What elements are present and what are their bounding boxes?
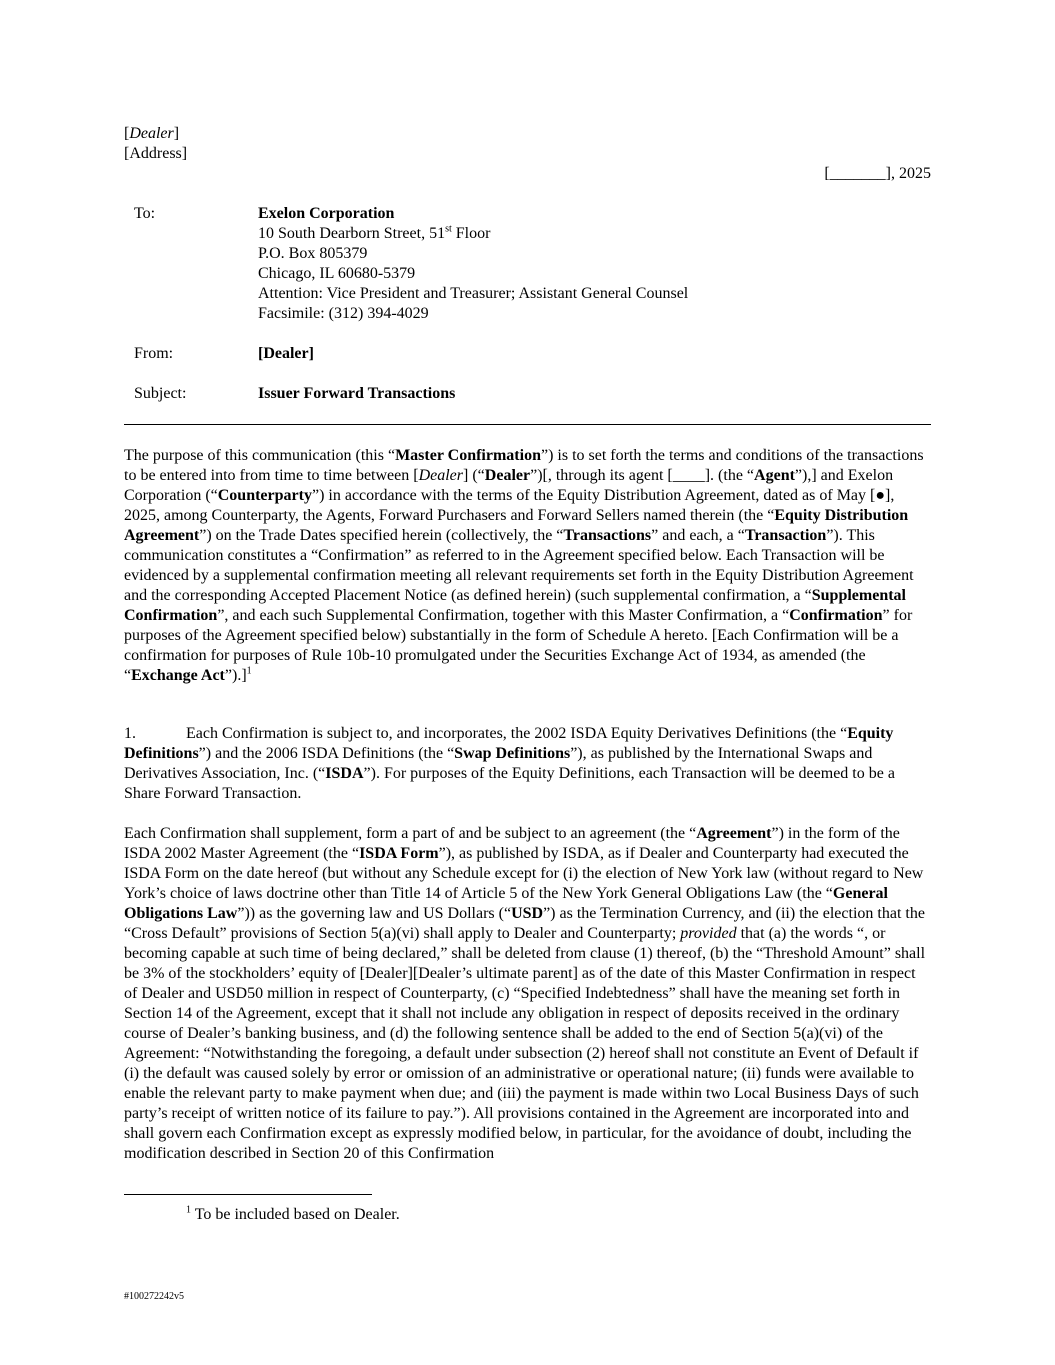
sender-address: [Address] <box>124 145 188 162</box>
from-label: From: <box>134 345 174 362</box>
sender-block <box>124 124 187 164</box>
recipient-facsimile: Facsimile: (312) 394-4029 <box>258 305 429 322</box>
subject-label: Subject: <box>134 385 187 402</box>
footnote: $^1$ To be included based on Dealer. <box>186 1204 400 1223</box>
recipient-name: Exelon Corporation <box>258 205 395 222</box>
section-number: 1. <box>124 725 136 742</box>
subject-value: Issuer Forward Transactions <box>258 385 456 402</box>
paragraph-section-1: 1. Each Confirmation is subject to, and incorporates, the 2002 ISDA Equity Derivatives Definitions (the “Equity Definitions”) and the 2006 ISDA Definitions (the “Swap Definitions”), as published by the International Swaps and Derivatives Association, Inc. (“ISDA”). For purposes of the Equity Definitions, each Transaction will be deemed to be a Share Forward Transaction. <box>124 725 895 802</box>
to-address <box>258 204 688 324</box>
paragraph-agreement: Each Confirmation shall supplement, form a part of and be subject to an agreement (the “Agreement”) in the form of the ISDA 2002 Master Agreement (the “ISDA Form”), as published by ISDA, as if Dealer and Counterparty had executed the ISDA Form on the date hereof (but without any Schedule except for (i) the election of New York law (without regard to New York’s choice of laws doctrine other than Title 14 of Article 5 of the New York General Obligations Law (the “General Obligations Law”)) as the governing law and US Dollars (“USD”) as the Termination Currency, and (ii) the election that the “Cross Default” provisions of Section 5(a)(vi) shall apply to Dealer and Counterparty; provided that (a) the words “, or becoming capable at such time of being declared,” shall be deleted from clause (1) thereof, (b) the “Threshold Amount” shall be 3% of the stockholders’ equity of [Dealer][Dealer’s ultimate parent] as of the date of this Master Confirmation in respect of Dealer and USD50 million in respect of Counterparty, (c) “Specified Indebtedness” shall have the meaning set forth in Section 14 of the Agreement, except that it shall not include any obligation in respect of deposits received in the ordinary course of Dealer’s banking business, and (d) the following sentence shall be added to the end of Section 5(a)(vi) of the Agreement: “Notwithstanding the foregoing, a default under subsection (2) hereof shall not constitute an Event of Default if (i) the default was caused solely by error or omission of an administrative or operational nature; (ii) funds were available to enable the relevant party to make payment when due; and (iii) the payment is made within two Local Business Days of such party’s receipt of written notice of its failure to pay.”). All provisions contained in the Agreement are incorporated into and shall govern each Confirmation except as expressly modified below, in particular, for the avoidance of doubt, including the modification described in Section 20 of this Confirmation <box>124 825 926 1162</box>
footnote-divider <box>124 1194 372 1195</box>
recipient-street: 10 South Dearborn Street, 51st Floor <box>258 223 491 242</box>
recipient-po-box: P.O. Box 805379 <box>258 245 368 262</box>
sender-name: [Dealer] <box>124 125 180 142</box>
recipient-attention: Attention: Vice President and Treasurer; Assistant General Counsel <box>258 285 689 302</box>
footnote-ref: 1 <box>246 665 252 677</box>
header-divider <box>124 424 931 425</box>
letter-date: [_______], 2025 <box>824 165 931 182</box>
from-value: [Dealer] <box>258 345 314 362</box>
paragraph-purpose: The purpose of this communication (this “Master Confirmation”) is to set forth the terms and conditions of the transactions to be entered into from time to time between [Dealer] (“Dealer”)[, through its agent [____]. (the “Agent”),] and Exelon Corporation (“Counterparty”) in accordance with the terms of the Equity Distribution Agreement, dated as of May [●], 2025, among Counterparty, the Agents, Forward Purchasers and Forward Sellers named therein (the “Equity Distribution Agreement”) on the Trade Dates specified herein (collectively, the “Transactions” and each, a “Transaction”). This communication constitutes a “Confirmation” as referred to in the Agreement specified below. Each Transaction will be evidenced by a supplemental confirmation meeting all relevant requirements set forth in the Equity Distribution Agreement and the corresponding Accepted Placement Notice (as defined herein) (such supplemental confirmation, a “Supplemental Confirmation”, and each such Supplemental Confirmation, together with this Master Confirmation, a “Confirmation” for purposes of the Agreement specified below) substantially in the form of Schedule A hereto. [Each Confirmation will be a confirmation for purposes of Rule 10b-10 promulgated under the Securities Exchange Act of 1934, as amended (the “Exchange Act”).]$^1$ <box>124 447 924 684</box>
recipient-city: Chicago, IL 60680-5379 <box>258 265 416 282</box>
document-id: #100272242v5 <box>124 1291 184 1302</box>
to-label: To: <box>134 205 156 222</box>
